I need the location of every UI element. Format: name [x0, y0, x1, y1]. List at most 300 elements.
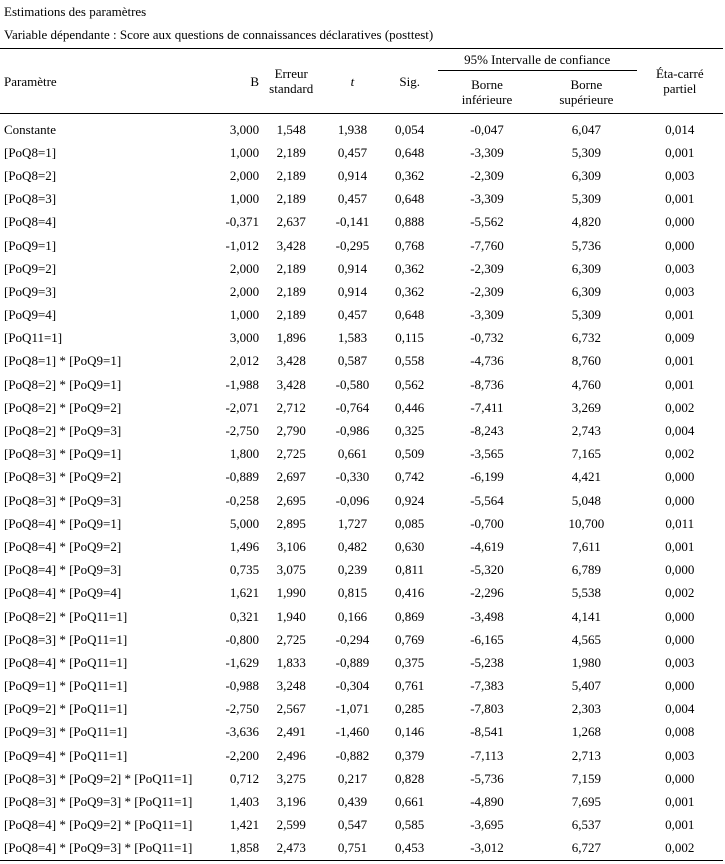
cell-b: -2,750 — [225, 701, 260, 717]
cell-eta-squared: 0,003 — [665, 654, 695, 670]
cell-t: 1,583 — [337, 330, 368, 346]
cell-eta-squared: 0,000 — [665, 562, 695, 578]
cell-parameter: [PoQ8=3] * [PoQ11=1] — [4, 631, 128, 647]
cell-eta-squared: 0,000 — [665, 608, 695, 624]
cell-upper-bound: 5,736 — [571, 237, 602, 253]
cell-t: 1,938 — [337, 121, 368, 137]
cell-b: 5,000 — [229, 515, 260, 531]
cell-parameter: [PoQ8=4] * [PoQ9=2] * [PoQ11=1] — [4, 817, 193, 833]
cell-parameter: [PoQ8=4] * [PoQ9=3] — [4, 562, 122, 578]
cell-parameter: [PoQ8=4] * [PoQ9=4] — [4, 585, 122, 601]
cell-sig: 0,742 — [395, 469, 425, 485]
cell-parameter: [PoQ11=1] — [4, 330, 63, 346]
cell-parameter: [PoQ9=1] * [PoQ11=1] — [4, 678, 128, 694]
cell-upper-bound: 1,268 — [571, 724, 602, 740]
cell-lower-bound: -3,309 — [470, 144, 504, 160]
cell-lower-bound: -2,296 — [470, 585, 504, 601]
cell-upper-bound: 8,760 — [571, 353, 602, 369]
cell-b: -1,629 — [225, 654, 260, 670]
cell-sig: 0,362 — [395, 260, 425, 276]
table-subtitle: Variable dépendante : Score aux questions de connaissances déclaratives (posttest) — [4, 27, 434, 42]
cell-lower-bound: -2,309 — [470, 167, 504, 183]
cell-t: -0,096 — [335, 492, 370, 508]
header-upper-line2: supérieure — [559, 92, 614, 107]
cell-std-error: 2,725 — [276, 631, 306, 647]
cell-t: -0,986 — [335, 423, 370, 439]
table-row — [0, 767, 723, 790]
table-row — [0, 304, 723, 327]
cell-parameter: [PoQ8=3] * [PoQ9=2] * [PoQ11=1] — [4, 770, 193, 786]
table-row — [0, 327, 723, 350]
cell-lower-bound: -0,047 — [470, 121, 504, 137]
header-eta-line1: Éta-carré — [655, 66, 704, 81]
cell-parameter: [PoQ8=2] * [PoQ9=2] — [4, 399, 122, 415]
cell-parameter: [PoQ8=3] * [PoQ9=1] — [4, 446, 122, 462]
cell-sig: 0,630 — [395, 538, 425, 554]
cell-std-error: 1,990 — [276, 585, 306, 601]
cell-lower-bound: -7,383 — [470, 678, 504, 694]
cell-sig: 0,761 — [395, 678, 425, 694]
cell-b: 2,000 — [229, 260, 260, 276]
cell-lower-bound: -7,411 — [470, 399, 504, 415]
cell-sig: 0,869 — [395, 608, 425, 624]
cell-std-error: 2,189 — [276, 144, 306, 160]
cell-sig: 0,146 — [395, 724, 425, 740]
table-row — [0, 535, 723, 558]
cell-upper-bound: 4,820 — [571, 214, 602, 230]
cell-parameter: [PoQ8=4] * [PoQ9=2] — [4, 538, 122, 554]
cell-eta-squared: 0,000 — [665, 237, 695, 253]
cell-b: 0,735 — [229, 562, 260, 578]
cell-sig: 0,453 — [382, 837, 438, 861]
cell-sig: 0,446 — [395, 399, 425, 415]
cell-sig: 0,811 — [395, 562, 425, 578]
cell-std-error: 2,790 — [276, 423, 306, 439]
cell-eta-squared: 0,004 — [665, 701, 695, 717]
cell-std-error: 2,189 — [276, 167, 306, 183]
cell-parameter: [PoQ8=2] * [PoQ9=1] — [4, 376, 122, 392]
cell-lower-bound: -5,564 — [470, 492, 504, 508]
cell-b: 1,000 — [229, 307, 260, 323]
cell-sig: 0,285 — [395, 701, 425, 717]
cell-lower-bound: -3,012 — [438, 837, 536, 861]
cell-std-error: 2,473 — [259, 837, 323, 861]
cell-std-error: 2,567 — [276, 701, 306, 717]
cell-b: -3,636 — [225, 724, 260, 740]
cell-lower-bound: -5,736 — [470, 770, 504, 786]
cell-std-error: 2,189 — [276, 283, 306, 299]
cell-sig: 0,924 — [395, 492, 425, 508]
cell-b: -1,012 — [225, 237, 260, 253]
cell-b: 1,858 — [217, 837, 259, 861]
cell-std-error: 1,896 — [276, 330, 306, 346]
cell-parameter: Constante — [4, 121, 56, 137]
cell-parameter: [PoQ8=3] — [4, 191, 57, 207]
table-row — [0, 651, 723, 674]
header-std-error — [259, 49, 323, 114]
cell-parameter: [PoQ9=3] * [PoQ11=1] — [4, 724, 128, 740]
cell-std-error: 2,725 — [276, 446, 306, 462]
cell-upper-bound: 5,407 — [571, 678, 602, 694]
cell-parameter: [PoQ8=2] * [PoQ9=3] — [4, 423, 122, 439]
header-upper-bound — [536, 71, 636, 114]
cell-t: 0,457 — [337, 144, 368, 160]
cell-b: 2,000 — [229, 167, 260, 183]
cell-t: -0,580 — [335, 376, 370, 392]
cell-eta-squared: 0,001 — [665, 191, 695, 207]
cell-lower-bound: -8,243 — [470, 423, 504, 439]
cell-eta-squared: 0,004 — [665, 423, 695, 439]
table-row — [0, 721, 723, 744]
cell-eta-squared: 0,002 — [665, 585, 695, 601]
header-sig: Sig. — [382, 49, 438, 114]
cell-upper-bound: 6,047 — [571, 121, 602, 137]
cell-lower-bound: -3,695 — [470, 817, 504, 833]
cell-upper-bound: 5,538 — [571, 585, 602, 601]
cell-parameter: [PoQ8=4] * [PoQ9=1] — [4, 515, 122, 531]
cell-upper-bound: 4,421 — [571, 469, 602, 485]
table-row — [0, 280, 723, 303]
cell-eta-squared: 0,003 — [665, 747, 695, 763]
cell-t: -1,460 — [335, 724, 370, 740]
table-row — [0, 396, 723, 419]
cell-parameter: [PoQ9=1] — [4, 237, 57, 253]
cell-b: -2,071 — [225, 399, 260, 415]
cell-std-error: 2,712 — [276, 399, 306, 415]
cell-t: -0,889 — [335, 654, 370, 670]
cell-t: 0,439 — [337, 794, 368, 810]
cell-b: -0,258 — [225, 492, 260, 508]
cell-lower-bound: -7,760 — [470, 237, 504, 253]
cell-eta-squared: 0,000 — [665, 469, 695, 485]
header-param: Paramètre — [0, 49, 217, 114]
cell-eta-squared: 0,003 — [665, 167, 695, 183]
cell-std-error: 2,637 — [276, 214, 306, 230]
cell-std-error: 3,106 — [276, 538, 306, 554]
cell-sig: 0,362 — [395, 167, 425, 183]
header-b: B — [217, 49, 259, 114]
table-row — [0, 234, 723, 257]
cell-t: -1,071 — [335, 701, 370, 717]
cell-sig: 0,558 — [395, 353, 425, 369]
cell-upper-bound: 1,980 — [571, 654, 602, 670]
cell-b: -0,988 — [225, 678, 260, 694]
cell-std-error: 2,496 — [276, 747, 306, 763]
cell-lower-bound: -3,498 — [470, 608, 504, 624]
cell-eta-squared: 0,000 — [665, 214, 695, 230]
cell-lower-bound: -2,309 — [470, 283, 504, 299]
cell-t: 0,587 — [337, 353, 368, 369]
cell-std-error: 3,428 — [276, 237, 306, 253]
cell-parameter: [PoQ8=4] — [4, 214, 57, 230]
cell-eta-squared: 0,003 — [665, 260, 695, 276]
table-row — [0, 814, 723, 837]
header-lower-line1: Borne — [471, 77, 503, 92]
cell-sig: 0,648 — [395, 144, 425, 160]
cell-sig: 0,648 — [395, 191, 425, 207]
cell-t: 0,661 — [337, 446, 368, 462]
table-title: Estimations des paramètres — [4, 4, 147, 19]
table-row — [0, 419, 723, 442]
header-std-error-line1: Erreur — [274, 66, 308, 81]
cell-upper-bound: 6,309 — [571, 167, 602, 183]
cell-upper-bound: 4,141 — [571, 608, 602, 624]
table-row — [0, 443, 723, 466]
cell-parameter: [PoQ8=3] * [PoQ9=2] — [4, 469, 122, 485]
table-row — [0, 744, 723, 767]
cell-b: 1,000 — [229, 191, 260, 207]
table-row — [0, 257, 723, 280]
cell-eta-squared: 0,001 — [665, 376, 695, 392]
cell-std-error: 3,428 — [276, 376, 306, 392]
cell-sig: 0,828 — [395, 770, 425, 786]
cell-upper-bound: 5,048 — [571, 492, 602, 508]
cell-parameter: [PoQ8=1] * [PoQ9=1] — [4, 353, 122, 369]
cell-eta-squared: 0,002 — [637, 837, 723, 861]
cell-parameter: [PoQ8=2] * [PoQ11=1] — [4, 608, 128, 624]
cell-upper-bound: 6,789 — [571, 562, 602, 578]
cell-std-error: 2,895 — [276, 515, 306, 531]
cell-b: 1,421 — [229, 817, 260, 833]
cell-b: 1,000 — [229, 144, 260, 160]
cell-t: 0,166 — [337, 608, 368, 624]
cell-lower-bound: -5,320 — [470, 562, 504, 578]
cell-std-error: 1,940 — [276, 608, 306, 624]
cell-t: -0,304 — [335, 678, 370, 694]
cell-upper-bound: 7,611 — [572, 538, 601, 554]
cell-lower-bound: -2,309 — [470, 260, 504, 276]
cell-upper-bound: 5,309 — [571, 307, 602, 323]
table-row — [0, 373, 723, 396]
cell-std-error: 2,695 — [276, 492, 306, 508]
cell-upper-bound: 3,269 — [571, 399, 602, 415]
cell-t: -0,330 — [335, 469, 370, 485]
cell-t: 0,482 — [337, 538, 368, 554]
table-row — [0, 790, 723, 813]
cell-std-error: 3,196 — [276, 794, 306, 810]
cell-eta-squared: 0,000 — [665, 770, 695, 786]
cell-parameter: [PoQ8=4] * [PoQ11=1] — [4, 654, 128, 670]
cell-sig: 0,362 — [395, 283, 425, 299]
table-row — [0, 837, 723, 861]
cell-lower-bound: -6,199 — [470, 469, 504, 485]
cell-eta-squared: 0,008 — [665, 724, 695, 740]
cell-lower-bound: -6,165 — [470, 631, 504, 647]
cell-upper-bound: 4,565 — [571, 631, 602, 647]
cell-upper-bound: 2,303 — [571, 701, 602, 717]
cell-sig: 0,661 — [395, 794, 425, 810]
cell-lower-bound: -4,890 — [470, 794, 504, 810]
table-row — [0, 466, 723, 489]
table-row — [0, 675, 723, 698]
cell-upper-bound: 6,309 — [571, 283, 602, 299]
cell-eta-squared: 0,001 — [665, 353, 695, 369]
cell-upper-bound: 4,760 — [571, 376, 602, 392]
cell-t: 0,547 — [337, 817, 368, 833]
cell-lower-bound: -3,309 — [470, 307, 504, 323]
cell-eta-squared: 0,002 — [665, 399, 695, 415]
cell-b: -2,200 — [225, 747, 260, 763]
cell-t: -0,295 — [335, 237, 370, 253]
cell-lower-bound: -8,541 — [470, 724, 504, 740]
cell-b: 1,403 — [229, 794, 260, 810]
cell-lower-bound: -0,700 — [470, 515, 504, 531]
cell-upper-bound: 6,537 — [571, 817, 602, 833]
cell-std-error: 1,833 — [276, 654, 306, 670]
cell-upper-bound: 7,695 — [571, 794, 602, 810]
cell-t: 0,457 — [337, 191, 368, 207]
cell-upper-bound: 7,165 — [571, 446, 602, 462]
table-row — [0, 114, 723, 142]
cell-sig: 0,769 — [395, 631, 425, 647]
header-lower-line2: inférieure — [461, 92, 513, 107]
cell-sig: 0,085 — [395, 515, 425, 531]
table-row — [0, 605, 723, 628]
cell-sig: 0,416 — [395, 585, 425, 601]
cell-t: 0,914 — [337, 260, 368, 276]
cell-t: 0,914 — [337, 167, 368, 183]
cell-b: 2,012 — [229, 353, 260, 369]
cell-b: -2,750 — [225, 423, 260, 439]
cell-sig: 0,379 — [395, 747, 425, 763]
cell-parameter: [PoQ8=3] * [PoQ9=3] — [4, 492, 122, 508]
cell-lower-bound: -5,562 — [470, 214, 504, 230]
cell-parameter: [PoQ8=4] * [PoQ9=3] * [PoQ11=1] — [0, 837, 217, 861]
cell-lower-bound: -0,732 — [470, 330, 504, 346]
header-upper-line1: Borne — [570, 77, 603, 92]
cell-upper-bound: 6,309 — [571, 260, 602, 276]
cell-eta-squared: 0,000 — [665, 678, 695, 694]
cell-eta-squared: 0,001 — [665, 538, 695, 554]
header-std-error-line2: standard — [269, 81, 314, 96]
cell-t: 0,217 — [337, 770, 368, 786]
parameter-estimates-table — [0, 48, 723, 861]
cell-b: 3,000 — [229, 121, 260, 137]
cell-t: 0,751 — [323, 837, 381, 861]
cell-eta-squared: 0,009 — [665, 330, 695, 346]
cell-t: -0,294 — [335, 631, 370, 647]
cell-sig: 0,768 — [395, 237, 425, 253]
cell-sig: 0,585 — [395, 817, 425, 833]
cell-upper-bound: 6,727 — [536, 837, 636, 861]
cell-lower-bound: -4,619 — [470, 538, 504, 554]
cell-std-error: 2,189 — [276, 307, 306, 323]
cell-t: -0,882 — [335, 747, 370, 763]
header-lower-bound — [438, 71, 536, 114]
cell-std-error: 3,428 — [276, 353, 306, 369]
cell-lower-bound: -8,736 — [470, 376, 504, 392]
cell-std-error: 3,075 — [276, 562, 306, 578]
cell-t: 1,727 — [337, 515, 368, 531]
cell-sig: 0,562 — [395, 376, 425, 392]
cell-b: 1,621 — [229, 585, 260, 601]
cell-eta-squared: 0,000 — [665, 492, 695, 508]
cell-std-error: 3,275 — [276, 770, 306, 786]
cell-lower-bound: -4,736 — [470, 353, 504, 369]
cell-parameter: [PoQ9=3] — [4, 283, 57, 299]
cell-eta-squared: 0,014 — [665, 121, 695, 137]
cell-upper-bound: 7,159 — [571, 770, 602, 786]
cell-sig: 0,325 — [395, 423, 425, 439]
table-row — [0, 512, 723, 535]
header-confidence-interval: 95% Intervalle de confiance — [438, 49, 637, 71]
cell-t: -0,141 — [335, 214, 370, 230]
cell-b: 3,000 — [229, 330, 260, 346]
cell-lower-bound: -7,113 — [470, 747, 504, 763]
cell-std-error: 2,189 — [276, 191, 306, 207]
cell-upper-bound: 5,309 — [571, 144, 602, 160]
cell-eta-squared: 0,001 — [665, 794, 695, 810]
cell-sig: 0,509 — [395, 446, 425, 462]
cell-sig: 0,375 — [395, 654, 425, 670]
header-eta-line2: partiel — [663, 81, 697, 96]
table-body — [0, 114, 723, 861]
cell-sig: 0,648 — [395, 307, 425, 323]
cell-std-error: 2,189 — [276, 260, 306, 276]
cell-t: 0,815 — [337, 585, 368, 601]
cell-lower-bound: -3,565 — [470, 446, 504, 462]
cell-parameter: [PoQ9=2] * [PoQ11=1] — [4, 701, 128, 717]
cell-eta-squared: 0,001 — [665, 307, 695, 323]
cell-std-error: 2,491 — [276, 724, 306, 740]
cell-lower-bound: -7,803 — [470, 701, 504, 717]
cell-b: -0,800 — [225, 631, 260, 647]
table-row — [0, 698, 723, 721]
cell-eta-squared: 0,001 — [665, 144, 695, 160]
cell-t: 0,457 — [337, 307, 368, 323]
cell-parameter: [PoQ8=1] — [4, 144, 57, 160]
cell-parameter: [PoQ8=3] * [PoQ9=3] * [PoQ11=1] — [4, 794, 193, 810]
cell-lower-bound: -5,238 — [470, 654, 504, 670]
cell-lower-bound: -3,309 — [470, 191, 504, 207]
header-eta-squared — [637, 49, 723, 114]
table-row — [0, 559, 723, 582]
cell-sig: 0,888 — [395, 214, 425, 230]
header-t: t — [323, 49, 381, 114]
cell-b: 1,800 — [229, 446, 260, 462]
cell-eta-squared: 0,000 — [665, 631, 695, 647]
cell-std-error: 2,599 — [276, 817, 306, 833]
cell-std-error: 3,248 — [276, 678, 306, 694]
table-row — [0, 489, 723, 512]
cell-std-error: 1,548 — [276, 121, 306, 137]
cell-eta-squared: 0,003 — [665, 283, 695, 299]
table-row — [0, 350, 723, 373]
cell-b: 1,496 — [229, 538, 260, 554]
cell-parameter: [PoQ9=4] — [4, 307, 57, 323]
cell-upper-bound: 2,743 — [571, 423, 602, 439]
cell-eta-squared: 0,001 — [665, 817, 695, 833]
cell-eta-squared: 0,011 — [665, 515, 695, 531]
table-row — [0, 582, 723, 605]
cell-b: 0,321 — [229, 608, 260, 624]
cell-upper-bound: 10,700 — [568, 515, 605, 531]
cell-t: -0,764 — [335, 399, 370, 415]
cell-parameter: [PoQ8=2] — [4, 167, 57, 183]
table-row — [0, 141, 723, 164]
table-row — [0, 628, 723, 651]
cell-b: 0,712 — [229, 770, 260, 786]
cell-parameter: [PoQ9=2] — [4, 260, 57, 276]
cell-upper-bound: 5,309 — [571, 191, 602, 207]
table-row — [0, 211, 723, 234]
cell-std-error: 2,697 — [276, 469, 306, 485]
cell-parameter: [PoQ9=4] * [PoQ11=1] — [4, 747, 128, 763]
cell-b: -1,988 — [225, 376, 260, 392]
cell-eta-squared: 0,002 — [665, 446, 695, 462]
cell-upper-bound: 2,713 — [571, 747, 602, 763]
cell-t: 0,914 — [337, 283, 368, 299]
